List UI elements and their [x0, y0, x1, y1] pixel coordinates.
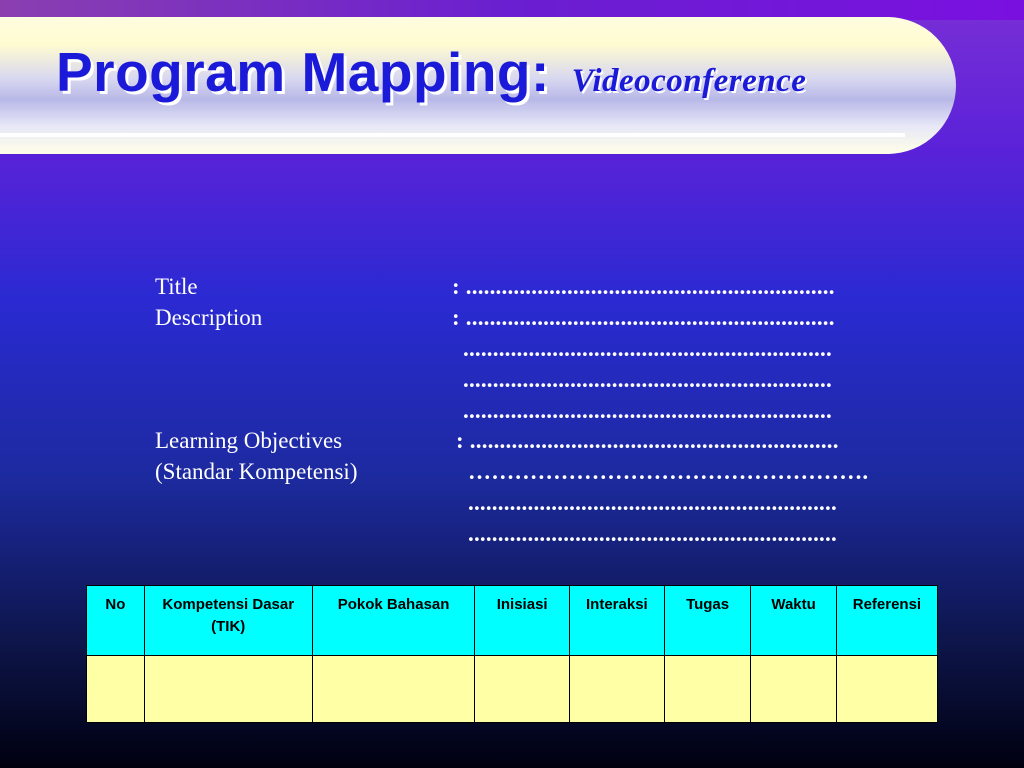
table-cell[interactable]	[475, 656, 569, 723]
header-pokok-bahasan: Pokok Bahasan	[312, 586, 475, 656]
title-value: : ..............................................................	[452, 274, 835, 299]
table-cell[interactable]	[664, 656, 750, 723]
objectives-sublabel: (Standar Kompetensi)	[155, 459, 358, 484]
objectives-line: …………………………………………….	[468, 459, 869, 484]
description-line: ..............................................................	[463, 398, 832, 423]
table-cell[interactable]	[312, 656, 475, 723]
table-cell[interactable]	[87, 656, 145, 723]
slide-subtitle: Videoconference	[571, 63, 807, 99]
description-line: ..............................................................	[463, 336, 832, 361]
table-cell[interactable]	[144, 656, 312, 723]
header-inisiasi: Inisiasi	[475, 586, 569, 656]
header-referensi: Referensi	[836, 586, 937, 656]
table-cell[interactable]	[751, 656, 837, 723]
header-no: No	[87, 586, 145, 656]
header-interaksi: Interaksi	[569, 586, 664, 656]
description-label: Description	[155, 305, 263, 330]
description-line: ..............................................................	[463, 367, 832, 392]
objectives-line: ..............................................................	[468, 521, 837, 546]
slide-title-text: Program Mapping:	[56, 41, 550, 103]
header-kompetensi-dasar: Kompetensi Dasar (TIK)	[144, 586, 312, 656]
objectives-label: Learning Objectives	[155, 428, 343, 453]
table-header-row	[87, 586, 938, 656]
description-line: : ..............................................................	[452, 305, 835, 330]
table-row	[87, 656, 938, 723]
objectives-line: ..............................................................	[468, 490, 837, 515]
table-cell[interactable]	[569, 656, 664, 723]
objectives-line: : ..............................................................	[456, 428, 839, 453]
title-label: Title	[155, 274, 198, 299]
header-tugas: Tugas	[664, 586, 750, 656]
header-waktu: Waktu	[751, 586, 837, 656]
program-mapping-table	[86, 585, 938, 723]
table-cell[interactable]	[836, 656, 937, 723]
